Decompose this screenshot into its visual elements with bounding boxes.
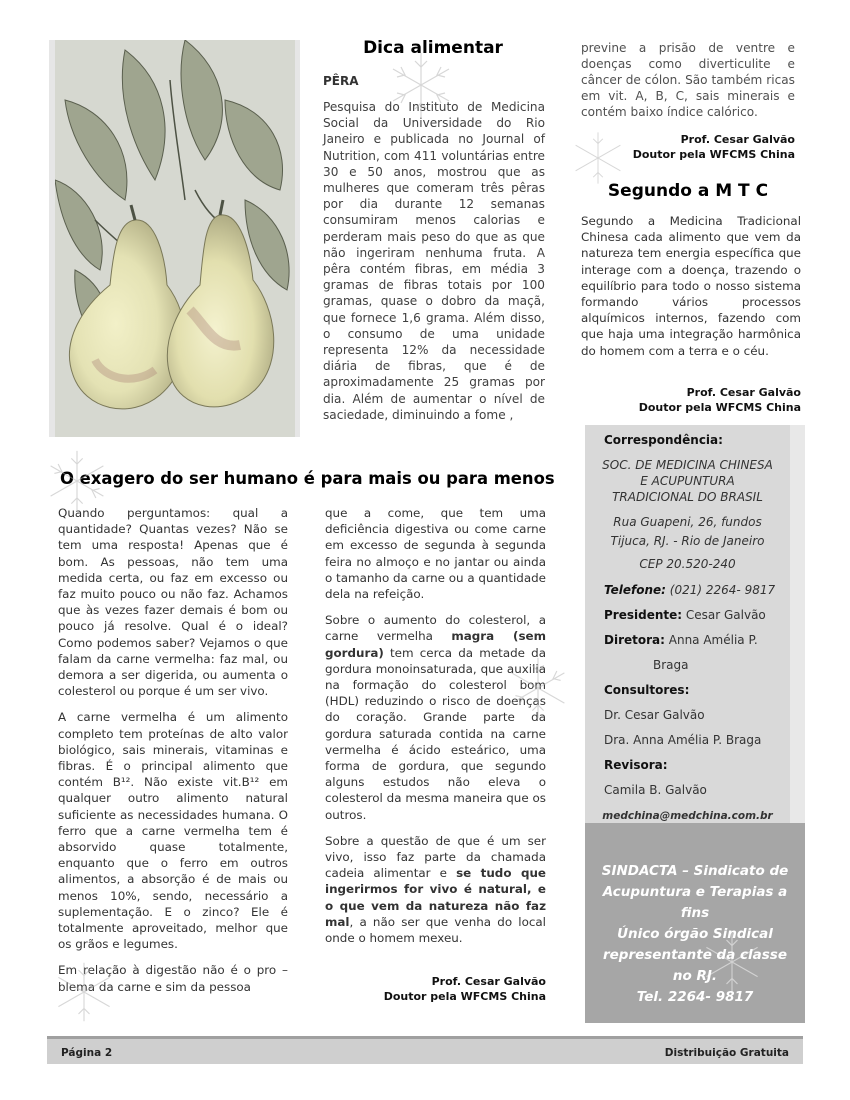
sindacta-line: fins	[680, 905, 710, 921]
correspondence-sidebar	[585, 425, 790, 823]
dica-title: Dica alimentar	[363, 38, 503, 58]
snowflake-icon	[570, 130, 626, 186]
signature-name: Prof. Cesar Galvão	[686, 386, 801, 399]
consultants-label: Consultores:	[604, 683, 690, 697]
sindacta-line: Único órgão Sindical	[617, 926, 773, 942]
reviewer-label: Revisora:	[604, 758, 668, 772]
address	[585, 513, 790, 551]
text-span: Sobre o aumento do colesterol, a carne vermelha	[325, 613, 546, 644]
paragraph: Quando perguntamos: qual a quantidade? Quantas vezes? Não se tem uma resposta! Apenas que é bom. As pessoas, não tem uma medida certa, ou faz em excesso ou faz muito pouco ou não faz. Achamos que às vezes fazer demais é bom ou pouco já resolve. Qual é o ideal? Como podemos saber? Vejamos o que falam da carne vermelha: faz mal, ou demora a ser digerida, ou aumenta o colesterol ou porque é um ser vivo.	[58, 506, 288, 699]
director: Diretora: Anna Amélia P.	[604, 633, 758, 647]
sindacta-line: Tel. 2264- 9817	[636, 989, 754, 1005]
sidebar-edge	[790, 425, 805, 823]
sidebar-heading: Correspondência:	[604, 433, 723, 447]
reviewer: Camila B. Galvão	[604, 783, 707, 797]
signature-title: Doutor pela WFCMS China	[383, 990, 546, 1003]
page-footer	[47, 1036, 803, 1064]
page-number: Página 2	[61, 1047, 113, 1059]
president: Presidente: Cesar Galvão	[604, 608, 766, 622]
pear-illustration	[49, 40, 300, 437]
dica-continuation: previne a prisão de ventre e doenças como diverticulite e câncer de cólon. São também ricas em vit. A, B, C, sais minerais e contém baixo índice calórico.	[581, 41, 795, 119]
sindacta-line: Acupuntura e Terapias a	[602, 884, 788, 900]
exagero-title: O exagero do ser humano é para mais ou para menos	[60, 469, 555, 488]
email-link[interactable]: medchina@medchina.com.br	[602, 810, 773, 822]
sindacta-line: SINDACTA – Sindicato de	[601, 863, 789, 879]
paragraph: A carne vermelha é um alimento completo tem proteínas de alto valor biológico, sais minerais, vitaminas e fibras. É o principal alimento que contém B¹². Não existe vit.B¹² em qualquer outro alimento natural suficiente as necessidades humana. O ferro que a carne vermelha tem é absorvido quase totalmente, enquanto que o ferro em outros alimentos, a absorção é de mais ou menos 10%, sendo, necessário a suplementação. E o zinco? Ele é totalmente aproveitado, melhor que os grãos e legumes.	[58, 710, 288, 952]
sindacta-line: representante da classe	[602, 947, 788, 963]
paragraph	[325, 833, 546, 946]
signature-name: Prof. Cesar Galvão	[680, 133, 795, 146]
org-line: E ACUPUNTURA	[640, 474, 735, 488]
consultant: Dr. Cesar Galvão	[604, 708, 705, 722]
sindacta-text	[585, 861, 805, 1008]
text-span: tem cerca da metade da gordura monoinsaturada, que auxilia na formação do colesterol bom (HDL) reduzindo o risco de doenças do coração. Grande parte da gordura saturada contida na carne vermelha é ácido esteárico, uma forma de gordura, que segundo alguns estudos não eleva o colesterol da mesma maneira que os outros.	[325, 645, 546, 822]
snowflake-icon	[386, 50, 456, 120]
sindacta-box	[585, 823, 805, 1023]
bold-text: se tudo que ingerirmos for vivo é natural, e o que vem da natureza não faz mal	[325, 866, 546, 929]
text-span: , a não ser que venha do local onde o homem mexeu.	[325, 914, 546, 946]
sindacta-line: no RJ.	[672, 968, 718, 984]
mtc-body: Segundo a Medicina Tradicional Chinesa cada alimento que vem da natureza tem energia específica que interage com a doença, trazendo o equilíbrio para todo o nosso sistema formando vários processos alquímicos internos, fazendo com que haja uma integração harmônica do homem com a terra e o céu.	[581, 214, 801, 358]
org-line: SOC. DE MEDICINA CHINESA	[602, 458, 773, 472]
bold-text: magra (sem gordura)	[325, 629, 546, 660]
mtc-signature	[581, 385, 801, 415]
signature-title: Doutor pela WFCMS China	[638, 401, 801, 414]
pear-image	[55, 40, 295, 437]
org-line: TRADICIONAL DO BRASIL	[612, 490, 763, 504]
dica-body: Pesquisa do Instituto de Medicina Social da Universidade do Rio Janeiro e publicada no Journal of Nutrition, com 411 voluntárias entre 30 e 50 anos, mostrou que as mulheres que comeram três pêras por dia durante 12 semanas consumiram menos calorias e perderam mais peso do que as que não ingeriram nenhuma fruta. A pêra contém fibras, em média 3 gramas de fibras totais por 100 gramas, quase o dobro da maçã, que fornece 1,6 grama. Além disso, o consumo de uma unidade representa 12% da necessidade diária de fibras, que é de aproximadamente 25 gramas por dia. Além de aumentar o nível de saciedade, diminuindo a fome ,	[323, 100, 545, 422]
snowflake-icon	[700, 930, 764, 994]
exagero-column-1	[58, 505, 288, 1005]
phone: Telefone: (021) 2264- 9817	[604, 583, 776, 597]
text-span: Sobre a questão de que é um ser vivo, isso faz parte da chamada cadeia alimentar e	[325, 833, 546, 881]
exagero-column-2	[325, 505, 546, 956]
org-name	[585, 457, 790, 505]
mtc-title: Segundo a M T C	[607, 181, 769, 201]
paragraph: que a come, que tem uma deficiência digestiva ou come carne em excesso de segunda à segunda feira no almoço e no jantar ou ainda o tamanho da carne ou a quantidade dela na refeição.	[325, 506, 546, 602]
consultant: Dra. Anna Amélia P. Braga	[604, 733, 762, 747]
paragraph: Em relação à digestão não é o pro – blema da carne e sim da pessoa	[58, 963, 288, 994]
cep: CEP 20.520-240	[639, 557, 736, 571]
signature-name: Prof. Cesar Galvão	[431, 975, 546, 988]
signature-title: Doutor pela WFCMS China	[632, 148, 795, 161]
director-continued: Braga	[653, 658, 689, 672]
address-line: Rua Guapeni, 26, fundos	[613, 515, 762, 529]
snowflake-icon	[505, 655, 571, 721]
address-line: Tijuca, RJ. - Rio de Janeiro	[610, 534, 765, 548]
snowflake-icon	[44, 448, 110, 514]
exagero-signature	[325, 974, 546, 1004]
snowflake-icon	[52, 960, 116, 1024]
pera-heading: PÊRA	[323, 74, 359, 88]
distribution-note: Distribuição Gratuita	[664, 1047, 789, 1059]
